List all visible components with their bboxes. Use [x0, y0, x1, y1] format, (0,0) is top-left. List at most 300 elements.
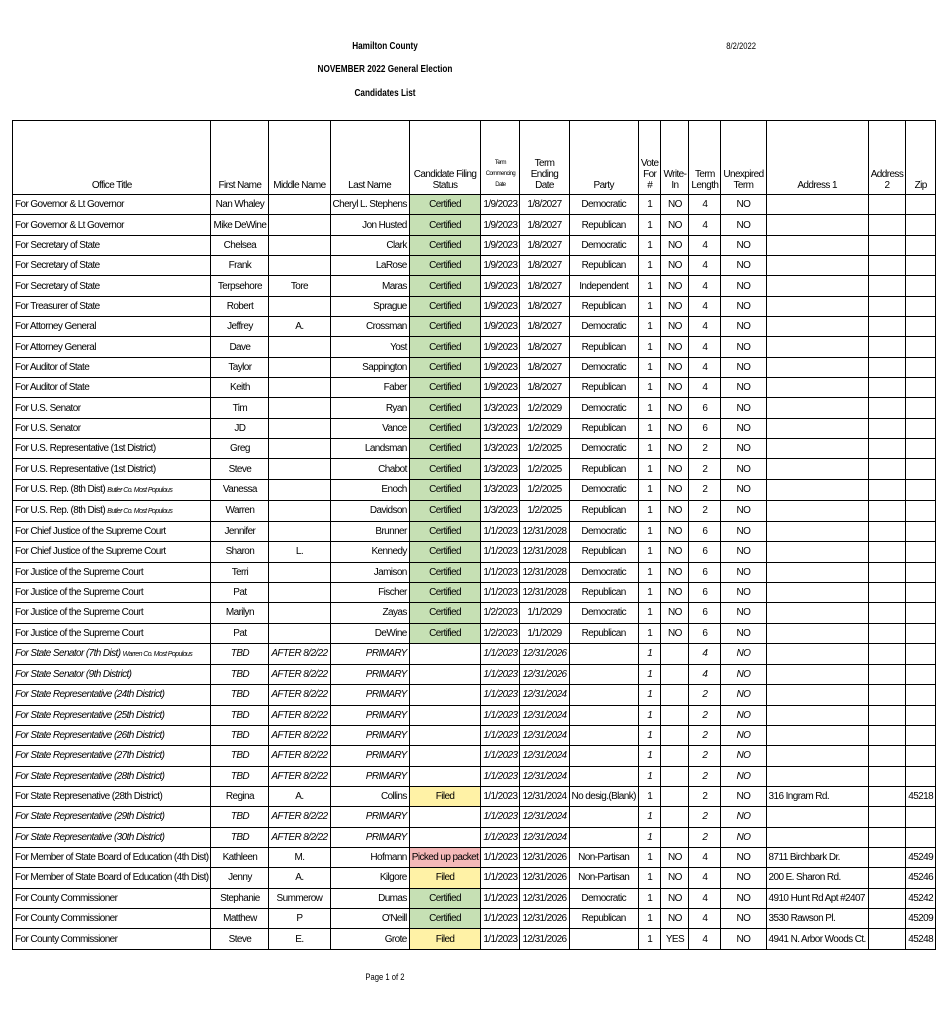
cell-party — [569, 929, 638, 949]
cell-address-1 — [766, 827, 868, 847]
cell-middle-name — [269, 603, 330, 623]
cell-address-2 — [868, 603, 906, 623]
cell-office-title — [13, 562, 211, 582]
col-term-ending: Term Ending Date — [520, 121, 569, 195]
cell-write-in — [661, 685, 689, 705]
cell-term-end: 12/31/2026 — [520, 847, 569, 867]
col-office-title: Office Title — [13, 121, 211, 195]
cell-party: Democratic — [569, 439, 638, 459]
cell-zip — [906, 357, 936, 377]
table-row — [13, 786, 936, 806]
cell-filing-status: Picked up packet — [409, 847, 481, 867]
cell-party: Independent — [569, 276, 638, 296]
cell-term-start: 1/3/2023 — [481, 479, 520, 500]
cell-filing-status: Certified — [409, 357, 481, 377]
election-title: NOVEMBER 2022 General Election — [317, 64, 453, 75]
cell-vote-for: 1 — [638, 398, 661, 418]
cell-middle-name: E. — [269, 929, 330, 949]
cell-first-name: Stephanie — [211, 888, 269, 908]
cell-term-length: 4 — [689, 909, 721, 929]
cell-term-end: 1/8/2027 — [520, 357, 569, 377]
cell-party: Democratic — [569, 562, 638, 582]
cell-party: Non-Partisan — [569, 847, 638, 867]
cell-first-name: TBD — [211, 746, 269, 766]
county-title: Hamilton County — [352, 41, 418, 52]
cell-vote-for: 1 — [638, 562, 661, 582]
cell-zip — [906, 439, 936, 459]
cell-term-length: 4 — [689, 256, 721, 276]
cell-party — [569, 766, 638, 786]
table-row — [13, 909, 936, 929]
table-row — [13, 807, 936, 827]
cell-unexpired-term: NO — [721, 256, 766, 276]
cell-zip — [906, 256, 936, 276]
cell-address-2 — [868, 479, 906, 500]
cell-first-name: Pat — [211, 582, 269, 602]
cell-write-in: NO — [661, 256, 689, 276]
cell-term-length: 4 — [689, 378, 721, 398]
cell-zip — [906, 235, 936, 255]
cell-party: Republican — [569, 542, 638, 562]
cell-unexpired-term: NO — [721, 603, 766, 623]
office-text: For Justice of the Supreme Court — [15, 627, 144, 639]
cell-last-name: Enoch — [330, 479, 409, 500]
cell-last-name: Dumas — [330, 888, 409, 908]
cell-party: Democratic — [569, 398, 638, 418]
cell-unexpired-term: NO — [721, 276, 766, 296]
cell-vote-for: 1 — [638, 357, 661, 377]
cell-last-name: Cheryl L. Stephens — [330, 195, 409, 215]
cell-address-1 — [766, 317, 868, 337]
cell-filing-status: Certified — [409, 521, 481, 541]
cell-write-in: NO — [661, 398, 689, 418]
cell-party: Republican — [569, 500, 638, 521]
cell-middle-name: AFTER 8/2/22 — [269, 746, 330, 766]
cell-office-title — [13, 685, 211, 705]
cell-first-name: Steve — [211, 929, 269, 949]
cell-unexpired-term: NO — [721, 888, 766, 908]
cell-party: Republican — [569, 909, 638, 929]
cell-term-end: 1/2/2029 — [520, 418, 569, 438]
table-row — [13, 542, 936, 562]
table-row — [13, 337, 936, 357]
cell-term-start: 1/1/2023 — [481, 888, 520, 908]
cell-office-title — [13, 542, 211, 562]
cell-address-2 — [868, 725, 906, 745]
office-text: For State Senator (7th Dist) — [15, 647, 121, 659]
cell-office-title — [13, 337, 211, 357]
table-row — [13, 418, 936, 438]
col-first-name: First Name — [211, 121, 269, 195]
cell-last-name: Kennedy — [330, 542, 409, 562]
cell-address-2 — [868, 357, 906, 377]
cell-address-2 — [868, 256, 906, 276]
cell-party — [569, 664, 638, 684]
cell-unexpired-term: NO — [721, 195, 766, 215]
cell-vote-for: 1 — [638, 807, 661, 827]
table-row — [13, 500, 936, 521]
cell-term-length: 4 — [689, 847, 721, 867]
office-text: For U.S. Rep. (8th Dist) — [15, 504, 106, 516]
cell-zip: 45218 — [906, 786, 936, 806]
cell-vote-for: 1 — [638, 276, 661, 296]
cell-filing-status: Filed — [409, 786, 481, 806]
table-row — [13, 603, 936, 623]
cell-address-1 — [766, 296, 868, 316]
cell-term-length: 4 — [689, 195, 721, 215]
cell-zip — [906, 685, 936, 705]
cell-last-name: Sappington — [330, 357, 409, 377]
cell-middle-name — [269, 235, 330, 255]
cell-filing-status — [409, 807, 481, 827]
cell-middle-name — [269, 337, 330, 357]
cell-office-title — [13, 603, 211, 623]
cell-term-length: 4 — [689, 276, 721, 296]
cell-address-2 — [868, 888, 906, 908]
cell-party — [569, 705, 638, 725]
office-text: For U.S. Rep. (8th Dist) — [15, 483, 106, 495]
office-text: For State Representative (27th District) — [15, 750, 165, 762]
office-text: For Governor & Lt Governor — [15, 199, 124, 211]
cell-term-end: 1/8/2027 — [520, 276, 569, 296]
col-write-in: Write-In — [661, 121, 689, 195]
cell-term-end: 1/1/2029 — [520, 603, 569, 623]
cell-zip — [906, 459, 936, 479]
cell-term-end: 12/31/2026 — [520, 643, 569, 664]
cell-first-name: Jenny — [211, 868, 269, 888]
cell-vote-for: 1 — [638, 459, 661, 479]
cell-term-length: 2 — [689, 439, 721, 459]
cell-first-name: Jennifer — [211, 521, 269, 541]
cell-term-end: 12/31/2028 — [520, 521, 569, 541]
cell-party: Republican — [569, 337, 638, 357]
cell-address-2 — [868, 643, 906, 664]
cell-first-name: TBD — [211, 725, 269, 745]
cell-middle-name: A. — [269, 786, 330, 806]
cell-middle-name: AFTER 8/2/22 — [269, 705, 330, 725]
cell-zip — [906, 623, 936, 643]
cell-party: Republican — [569, 378, 638, 398]
cell-address-1 — [766, 603, 868, 623]
cell-zip — [906, 500, 936, 521]
cell-term-length: 4 — [689, 888, 721, 908]
cell-last-name: PRIMARY — [330, 685, 409, 705]
cell-term-length: 2 — [689, 746, 721, 766]
cell-write-in: NO — [661, 337, 689, 357]
cell-term-length: 6 — [689, 418, 721, 438]
cell-address-1: 200 E. Sharon Rd. — [766, 868, 868, 888]
cell-last-name: Brunner — [330, 521, 409, 541]
cell-write-in — [661, 705, 689, 725]
cell-address-1 — [766, 500, 868, 521]
cell-term-end: 1/8/2027 — [520, 296, 569, 316]
cell-term-start: 1/1/2023 — [481, 847, 520, 867]
office-text: For Attorney General — [15, 341, 96, 353]
cell-address-1 — [766, 685, 868, 705]
cell-last-name: PRIMARY — [330, 643, 409, 664]
cell-office-title — [13, 479, 211, 500]
table-row — [13, 215, 936, 235]
office-text: For Attorney General — [15, 321, 96, 333]
cell-vote-for: 1 — [638, 725, 661, 745]
cell-office-title — [13, 459, 211, 479]
cell-last-name: PRIMARY — [330, 827, 409, 847]
cell-address-1: 8711 Birchbark Dr. — [766, 847, 868, 867]
office-text: For State Representative (25th District) — [15, 709, 165, 721]
table-row — [13, 459, 936, 479]
cell-office-title — [13, 378, 211, 398]
cell-first-name: Taylor — [211, 357, 269, 377]
cell-term-end: 12/31/2028 — [520, 562, 569, 582]
cell-address-1 — [766, 235, 868, 255]
cell-term-start: 1/9/2023 — [481, 215, 520, 235]
cell-zip — [906, 479, 936, 500]
cell-address-1 — [766, 357, 868, 377]
cell-filing-status — [409, 725, 481, 745]
cell-write-in: NO — [661, 888, 689, 908]
cell-party: Republican — [569, 296, 638, 316]
cell-term-start: 1/1/2023 — [481, 705, 520, 725]
cell-unexpired-term: NO — [721, 766, 766, 786]
table-row — [13, 705, 936, 725]
cell-address-2 — [868, 623, 906, 643]
cell-office-title — [13, 643, 211, 664]
cell-last-name: LaRose — [330, 256, 409, 276]
cell-filing-status: Certified — [409, 337, 481, 357]
cell-address-2 — [868, 664, 906, 684]
cell-first-name: TBD — [211, 827, 269, 847]
cell-write-in: NO — [661, 276, 689, 296]
col-term-commencing: Term Commencing Date — [481, 121, 520, 195]
cell-office-title — [13, 317, 211, 337]
office-text: For Justice of the Supreme Court — [15, 607, 144, 619]
cell-first-name: TBD — [211, 685, 269, 705]
cell-zip — [906, 664, 936, 684]
cell-term-end: 1/8/2027 — [520, 337, 569, 357]
cell-zip — [906, 643, 936, 664]
cell-unexpired-term: NO — [721, 337, 766, 357]
cell-party: Republican — [569, 582, 638, 602]
cell-term-length: 2 — [689, 685, 721, 705]
office-text: For Chief Justice of the Supreme Court — [15, 546, 166, 558]
cell-term-start: 1/1/2023 — [481, 766, 520, 786]
cell-unexpired-term: NO — [721, 705, 766, 725]
cell-term-length: 2 — [689, 725, 721, 745]
cell-write-in: YES — [661, 929, 689, 949]
cell-term-start: 1/9/2023 — [481, 317, 520, 337]
cell-address-1 — [766, 643, 868, 664]
cell-zip — [906, 582, 936, 602]
cell-vote-for: 1 — [638, 542, 661, 562]
office-note: Butler Co. Most Populous — [107, 507, 173, 515]
cell-term-start: 1/3/2023 — [481, 418, 520, 438]
cell-middle-name: AFTER 8/2/22 — [269, 643, 330, 664]
cell-office-title — [13, 705, 211, 725]
cell-filing-status: Certified — [409, 582, 481, 602]
office-text: For County Commissioner — [15, 913, 118, 925]
cell-first-name: Sharon — [211, 542, 269, 562]
cell-zip — [906, 542, 936, 562]
cell-term-start: 1/1/2023 — [481, 685, 520, 705]
cell-filing-status: Certified — [409, 909, 481, 929]
cell-term-end: 12/31/2024 — [520, 685, 569, 705]
cell-middle-name: AFTER 8/2/22 — [269, 766, 330, 786]
cell-last-name: Landsman — [330, 439, 409, 459]
cell-term-start: 1/3/2023 — [481, 500, 520, 521]
cell-office-title — [13, 582, 211, 602]
cell-term-start: 1/1/2023 — [481, 909, 520, 929]
col-term-length: Term Length — [689, 121, 721, 195]
cell-zip — [906, 705, 936, 725]
table-row — [13, 827, 936, 847]
office-text: For Governor & Lt Governor — [15, 219, 124, 231]
table-row — [13, 664, 936, 684]
cell-party — [569, 685, 638, 705]
cell-address-1 — [766, 195, 868, 215]
cell-office-title — [13, 786, 211, 806]
cell-last-name: Ryan — [330, 398, 409, 418]
cell-middle-name — [269, 500, 330, 521]
cell-first-name: Frank — [211, 256, 269, 276]
cell-filing-status: Certified — [409, 888, 481, 908]
cell-address-2 — [868, 929, 906, 949]
cell-zip — [906, 562, 936, 582]
cell-term-start: 1/1/2023 — [481, 643, 520, 664]
cell-term-length: 6 — [689, 542, 721, 562]
cell-address-1 — [766, 459, 868, 479]
cell-vote-for: 1 — [638, 847, 661, 867]
cell-term-length: 2 — [689, 766, 721, 786]
cell-filing-status: Certified — [409, 623, 481, 643]
cell-filing-status: Certified — [409, 418, 481, 438]
cell-vote-for: 1 — [638, 378, 661, 398]
table-row — [13, 766, 936, 786]
cell-term-start: 1/9/2023 — [481, 256, 520, 276]
cell-vote-for: 1 — [638, 479, 661, 500]
cell-middle-name — [269, 296, 330, 316]
cell-office-title — [13, 847, 211, 867]
cell-last-name: DeWine — [330, 623, 409, 643]
cell-last-name: Yost — [330, 337, 409, 357]
cell-vote-for: 1 — [638, 235, 661, 255]
cell-unexpired-term: NO — [721, 847, 766, 867]
cell-office-title — [13, 418, 211, 438]
cell-vote-for: 1 — [638, 664, 661, 684]
cell-zip — [906, 418, 936, 438]
cell-party: Republican — [569, 256, 638, 276]
cell-term-length: 4 — [689, 337, 721, 357]
office-text: For County Commissioner — [15, 933, 118, 945]
cell-term-start: 1/3/2023 — [481, 439, 520, 459]
cell-address-2 — [868, 439, 906, 459]
cell-filing-status: Certified — [409, 500, 481, 521]
cell-write-in: NO — [661, 296, 689, 316]
col-zip: Zip — [906, 121, 936, 195]
cell-vote-for: 1 — [638, 439, 661, 459]
cell-office-title — [13, 357, 211, 377]
cell-address-1 — [766, 479, 868, 500]
cell-write-in: NO — [661, 542, 689, 562]
cell-middle-name — [269, 479, 330, 500]
cell-middle-name — [269, 562, 330, 582]
cell-last-name: PRIMARY — [330, 746, 409, 766]
cell-unexpired-term: NO — [721, 685, 766, 705]
cell-middle-name — [269, 378, 330, 398]
cell-zip — [906, 398, 936, 418]
cell-write-in — [661, 643, 689, 664]
cell-middle-name — [269, 623, 330, 643]
cell-first-name: Terri — [211, 562, 269, 582]
table-row — [13, 256, 936, 276]
cell-vote-for: 1 — [638, 868, 661, 888]
cell-filing-status: Certified — [409, 235, 481, 255]
table-row — [13, 685, 936, 705]
cell-vote-for: 1 — [638, 418, 661, 438]
cell-filing-status: Certified — [409, 195, 481, 215]
cell-term-length: 6 — [689, 398, 721, 418]
cell-write-in: NO — [661, 418, 689, 438]
cell-address-2 — [868, 807, 906, 827]
cell-term-length: 6 — [689, 582, 721, 602]
cell-zip: 45209 — [906, 909, 936, 929]
cell-middle-name: AFTER 8/2/22 — [269, 725, 330, 745]
office-text: For Auditor of State — [15, 382, 90, 394]
cell-unexpired-term: NO — [721, 929, 766, 949]
cell-middle-name: A. — [269, 317, 330, 337]
cell-term-start: 1/9/2023 — [481, 195, 520, 215]
cell-filing-status: Certified — [409, 542, 481, 562]
cell-term-length: 4 — [689, 235, 721, 255]
cell-vote-for: 1 — [638, 929, 661, 949]
page-number: Page 1 of 2 — [365, 972, 405, 982]
cell-middle-name: L. — [269, 542, 330, 562]
cell-first-name: Marilyn — [211, 603, 269, 623]
cell-term-start: 1/9/2023 — [481, 337, 520, 357]
table-row — [13, 195, 936, 215]
cell-address-2 — [868, 500, 906, 521]
cell-term-end: 12/31/2026 — [520, 929, 569, 949]
cell-address-2 — [868, 705, 906, 725]
cell-party: Democratic — [569, 317, 638, 337]
cell-term-length: 4 — [689, 357, 721, 377]
cell-term-start: 1/1/2023 — [481, 827, 520, 847]
office-text: For U.S. Representative (1st District) — [15, 443, 156, 455]
cell-term-end: 12/31/2024 — [520, 807, 569, 827]
cell-write-in: NO — [661, 235, 689, 255]
cell-filing-status: Filed — [409, 868, 481, 888]
cell-term-start: 1/1/2023 — [481, 542, 520, 562]
cell-vote-for: 1 — [638, 317, 661, 337]
cell-term-start: 1/9/2023 — [481, 296, 520, 316]
cell-office-title — [13, 296, 211, 316]
table-row — [13, 276, 936, 296]
cell-office-title — [13, 827, 211, 847]
cell-address-2 — [868, 235, 906, 255]
cell-first-name: Regina — [211, 786, 269, 806]
cell-address-2 — [868, 317, 906, 337]
cell-zip — [906, 746, 936, 766]
cell-unexpired-term: NO — [721, 235, 766, 255]
cell-unexpired-term: NO — [721, 378, 766, 398]
table-row — [13, 746, 936, 766]
cell-first-name: Pat — [211, 623, 269, 643]
table-row — [13, 357, 936, 377]
cell-address-1 — [766, 725, 868, 745]
cell-address-2 — [868, 418, 906, 438]
cell-first-name: TBD — [211, 807, 269, 827]
cell-filing-status — [409, 643, 481, 664]
office-text: For Member of State Board of Education (4th Dist) — [15, 852, 209, 864]
